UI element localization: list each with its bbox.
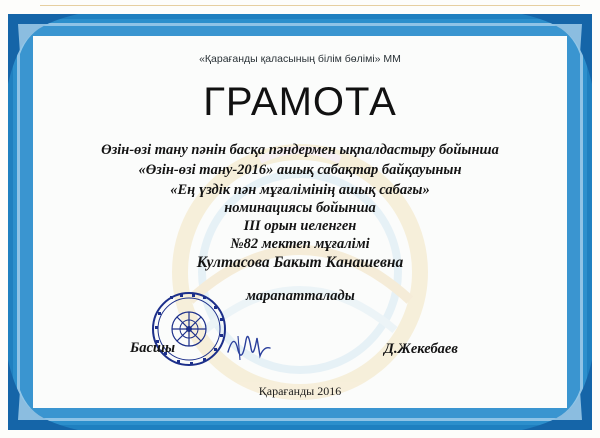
- recipient-name: Култасова Бакыт Канашевна: [196, 254, 404, 271]
- signatory-title: Басшы: [130, 340, 176, 356]
- award-verb: марапатталады: [246, 288, 355, 304]
- handwritten-signature: [224, 326, 274, 366]
- certificate-title: ГРАМОТА: [203, 80, 397, 124]
- organization-name: «Қарағанды қаласының білім бөлімі» ММ: [199, 53, 401, 65]
- signatory-name: Д.Жекебаев: [384, 341, 458, 357]
- body-line-4: номинациясы бойынша: [224, 200, 376, 216]
- body-line-3: «Ең үздік пән мұғалімінің ашық сабағы»: [170, 182, 430, 198]
- body-line-2: «Өзін-өзі тану-2016» ашық сабақтар байқауынын: [138, 162, 462, 178]
- body-line-1: Өзін-өзі тану пәнін басқа пәндермен ықпалдастыру бойынша: [101, 142, 499, 158]
- place-and-date: Қарағанды 2016: [258, 384, 342, 398]
- body-line-5: III орын иеленген: [243, 218, 357, 234]
- body-line-6: №82 мектеп мұғалімі: [230, 236, 370, 252]
